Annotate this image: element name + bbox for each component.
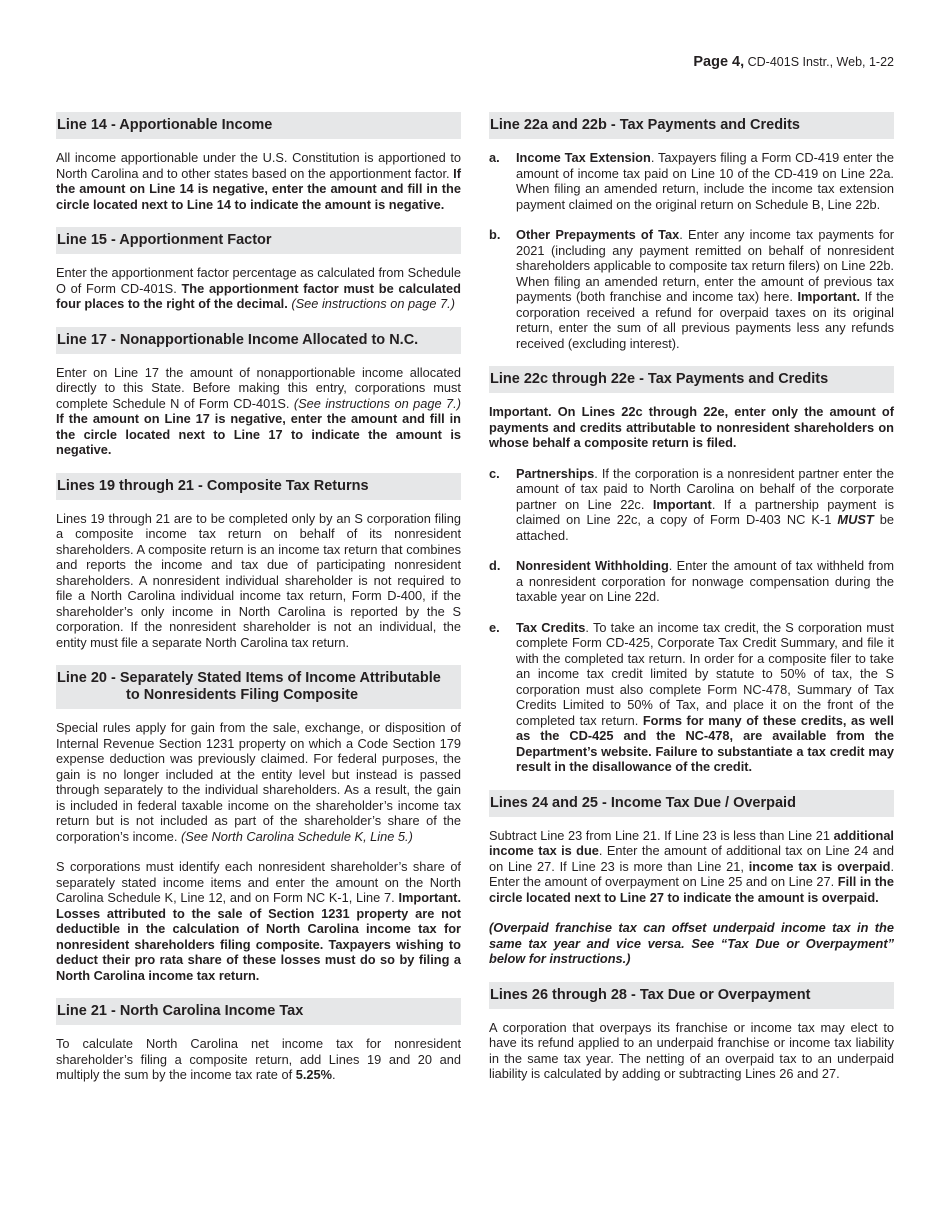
- page-number: Page 4,: [693, 54, 745, 70]
- section-heading-line-15: Line 15 - Apportionment Factor: [56, 227, 461, 254]
- section-heading-lines-24-25: Lines 24 and 25 - Income Tax Due / Overpaid: [489, 790, 894, 817]
- line-14-text: All income apportionable under the U.S. Constitution is apportioned to North Carolina and to other states based on the apportionment factor. If the amount on Line 14 is negative, enter the amount and fill in the circle located next to Line 14 to indicate the amount is negative.: [56, 150, 461, 212]
- line-21-text: To calculate North Carolina net income tax for nonresident shareholder’s filing a composite return, add Lines 19 and 20 and multiply the sum by the income tax rate of 5.25%.: [56, 1036, 461, 1082]
- lines-24-25-text: Subtract Line 23 from Line 21. If Line 23 is less than Line 21 additional income tax is due. Enter the amount of additional tax on Line 24 and on Line 27. If Line 23 is more than Line 21, income tax is overpaid. Enter the amount of overpayment on Line 25 and on Line 27. Fill in the circle located next to Line 27 to indicate the amount is overpaid.: [489, 827, 894, 905]
- section-heading-lines-26-28: Lines 26 through 28 - Tax Due or Overpayment: [489, 982, 894, 1009]
- section-heading-line-17: Line 17 - Nonapportionable Income Allocated to N.C.: [56, 327, 461, 354]
- left-column: [56, 112, 461, 1083]
- section-heading-line-14: Line 14 - Apportionable Income: [56, 112, 461, 139]
- line-15-text: Enter the apportionment factor percentage as calculated from Schedule O of Form CD-401S. The apportionment factor must be calculated four places to the right of the decimal. (See instructions on page 7.): [56, 265, 461, 311]
- line-17-text: Enter on Line 17 the amount of nonapportionable income allocated directly to this State. Before making this entry, corporations must complete Schedule N of Form CD-401S. (See instructions on page 7.) If the amount on Line 17 is negative, enter the amount and fill in the circle located next to Line 17 to indicate the amount is negative.: [56, 364, 461, 457]
- line-20-paragraph-2: S corporations must identify each nonresident shareholder’s share of separately stated income items and enter the amount on the North Carolina Schedule K, Line 12, and on Form NC K-1, Line 7. Important. Losses attributed to the sale of Section 1231 property are not deductible in the calculation of North Carolina income tax for nonresident shareholders filing composite. Taxpayers wishing to deduct their pro rata share of these losses must do so by filing a North Carolina income tax return.: [56, 859, 461, 983]
- section-heading-line-20: Line 20 - Separately Stated Items of Income Attributable to Nonresidents Filing Composite: [56, 665, 461, 709]
- list-item-e: e. Tax Credits. To take an income tax credit, the S corporation must complete Form CD-425, Corporate Tax Credit Summary, and file it with the completed tax return. In order for a composite filer to take an income tax credit limited by statute to 50% of tax, the S corporation must also complete Form NC-478, Summary of Tax Credits Limited to 50% of Tax, and place it on the front of the completed tax return. Forms for many of these credits, as well as the CD-425 and the NC-478, are available from the Department’s website. Failure to substantiate a tax credit may result in the disallowance of the credit.: [489, 619, 894, 774]
- page-header: [693, 54, 894, 70]
- section-heading-line-22a-22b: Line 22a and 22b - Tax Payments and Credits: [489, 112, 894, 139]
- section-heading-lines-19-21: Lines 19 through 21 - Composite Tax Returns: [56, 473, 461, 500]
- document-info: CD-401S Instr., Web, 1-22: [747, 55, 894, 69]
- list-item-a: a. Income Tax Extension. Taxpayers filing a Form CD-419 enter the amount of income tax paid on Line 10 of the CD-419 on Line 22a. When filing an amended return, include the income tax extension payment claimed on the original return on Schedule B, Line 22b.: [489, 150, 894, 212]
- list-item-b: b. Other Prepayments of Tax. Enter any income tax payments for 2021 (including any payment remitted on behalf of nonresident shareholders applicable to composite tax return filers) on Line 22b. When filing an amended return, enter the amount of previous tax payments (both franchise and income tax) here. Important. If the corporation received a refund for overpaid taxes on its original return, enter the sum of all previous payments less any refunds received (excluding interest).: [489, 227, 894, 351]
- lines-26-28-text: A corporation that overpays its franchise or income tax may elect to have its refund applied to an underpaid franchise or income tax liability in the same tax year. The netting of an overpaid tax to an underpaid liability is calculated by adding or subtracting Lines 26 and 27.: [489, 1019, 894, 1081]
- section-heading-line-21: Line 21 - North Carolina Income Tax: [56, 998, 461, 1025]
- section-heading-line-22c-22e: Line 22c through 22e - Tax Payments and Credits: [489, 366, 894, 393]
- right-column: [489, 112, 894, 1082]
- list-item-c: c. Partnerships. If the corporation is a nonresident partner enter the amount of tax paid to North Carolina on behalf of the corporate partner on Line 22c. Important. If a partnership payment is claimed on Line 22c, a copy of Form D-403 NC K-1 MUST be attached.: [489, 465, 894, 543]
- list-item-d: d. Nonresident Withholding. Enter the amount of tax withheld from a nonresident corporation for nonwage compensation during the taxable year on Line 22d.: [489, 558, 894, 604]
- overpaid-note: (Overpaid franchise tax can offset underpaid income tax in the same tax year and vice versa. See “Tax Due or Overpayment” below for instructions.): [489, 920, 894, 966]
- lines-19-21-text: Lines 19 through 21 are to be completed only by an S corporation filing a composite income tax return on behalf of its nonresident shareholders. A composite return is an income tax return that combines and reports the income and tax due of participating nonresident shareholders. A nonresident individual shareholder is not required to file a North Carolina individual income tax return, Form D-400, if the shareholder’s only income in North Carolina is reported by the S corporation. If the nonresident shareholder is not an individual, the entity must file a separate North Carolina tax return.: [56, 510, 461, 650]
- line-20-paragraph-1: Special rules apply for gain from the sale, exchange, or disposition of Internal Revenue Section 1231 property on which a Code Section 179 expense deduction was previously claimed. For federal purposes, the gain is no longer included at the entity level but instead is passed through separately to the individual shareholders. As a result, the gain is included in federal taxable income on the shareholder’s income tax return but is not included as part of the shareholder’s share of the corporation’s income. (See North Carolina Schedule K, Line 5.): [56, 720, 461, 844]
- line-22c-22e-important: Important. On Lines 22c through 22e, enter only the amount of payments and credits attributable to nonresident shareholders on whose behalf a composite return is filed.: [489, 404, 894, 450]
